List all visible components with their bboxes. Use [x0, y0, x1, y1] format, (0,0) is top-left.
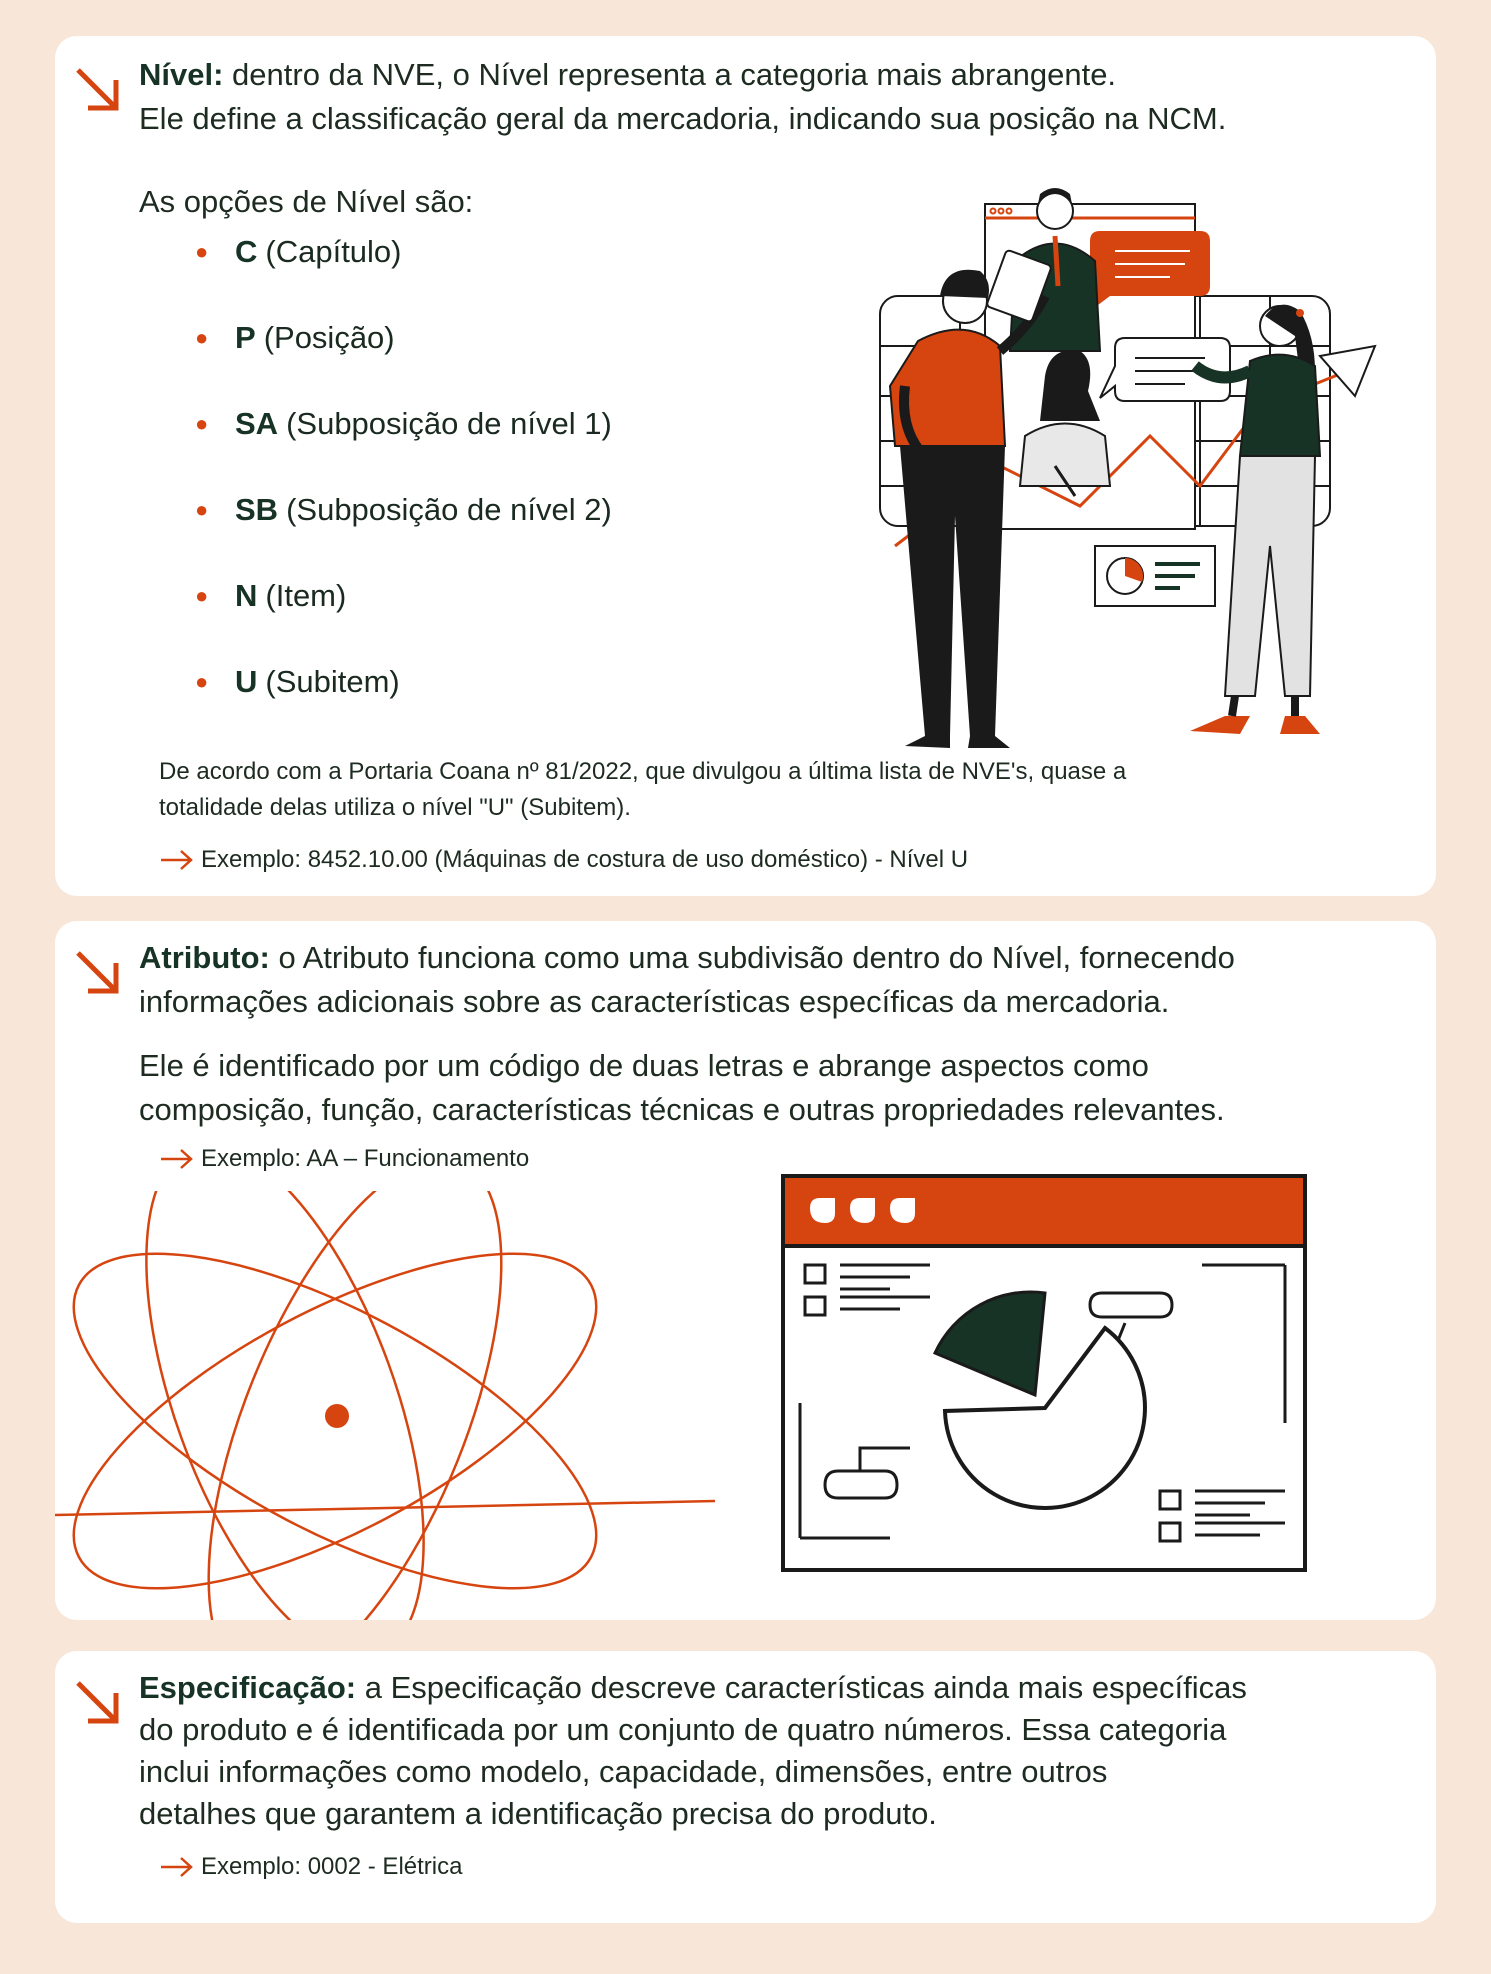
nivel-options-intro: As opções de Nível são:	[139, 184, 474, 219]
nivel-lead-line2: Ele define a classificação geral da mercadoria, indicando sua posição na NCM.	[139, 101, 1227, 136]
dashboard-window-illustration	[780, 1173, 1310, 1603]
bullet-icon: ●	[195, 325, 209, 350]
bullet-icon: ●	[195, 497, 209, 522]
bullet-icon: ●	[195, 669, 209, 694]
arrow-right-icon	[159, 1147, 195, 1171]
atributo-example	[159, 1143, 529, 1175]
nivel-lead	[139, 54, 1116, 96]
atributo-lead-line1: o Atributo funciona como uma subdivisão dentro do Nível, fornecendo	[269, 940, 1235, 975]
list-item	[195, 231, 612, 317]
especificacao-lead-line4: detalhes que garantem a identificação precisa do produto.	[139, 1796, 937, 1831]
team-meeting-illustration	[800, 186, 1420, 766]
atributo-para-line2: composição, função, características técnicas e outras propriedades relevantes.	[139, 1092, 1225, 1127]
nivel-card	[55, 36, 1436, 896]
option-desc: (Subitem)	[265, 664, 400, 699]
option-code: P	[235, 320, 256, 355]
option-code: U	[235, 664, 258, 699]
list-item	[195, 317, 612, 403]
option-code: SB	[235, 492, 279, 527]
option-desc: (Posição)	[263, 320, 395, 355]
atributo-card	[55, 921, 1436, 1620]
atributo-example-text: Exemplo: AA – Funcionamento	[201, 1145, 530, 1172]
nivel-example	[159, 844, 968, 876]
arrow-down-right-icon	[72, 1677, 124, 1729]
list-item	[195, 661, 612, 747]
atributo-lead	[139, 937, 1235, 979]
especificacao-card	[55, 1651, 1436, 1923]
bullet-icon: ●	[195, 411, 209, 436]
option-code: C	[235, 234, 258, 269]
atributo-para-line1: Ele é identificado por um código de duas letras e abrange aspectos como	[139, 1048, 1149, 1083]
option-code: N	[235, 578, 258, 613]
especificacao-lead	[139, 1667, 1247, 1709]
arrow-down-right-icon	[72, 947, 124, 999]
nivel-note-line1: De acordo com a Portaria Coana nº 81/2022, que divulgou a última lista de NVE's, quase a	[159, 758, 1127, 785]
nivel-note-line2: totalidade delas utiliza o nível "U" (Subitem).	[159, 794, 631, 821]
option-desc: (Subposição de nível 1)	[286, 406, 612, 441]
list-item	[195, 575, 612, 661]
list-item	[195, 489, 612, 575]
especificacao-lead-line2: do produto e é identificada por um conjunto de quatro números. Essa categoria	[139, 1712, 1227, 1747]
bullet-icon: ●	[195, 239, 209, 264]
especificacao-lead-line3: inclui informações como modelo, capacidade, dimensões, entre outros	[139, 1754, 1108, 1789]
especificacao-example	[159, 1851, 462, 1883]
bullet-icon: ●	[195, 583, 209, 608]
especificacao-lead-line1: a Especificação descreve características ainda mais específicas	[356, 1670, 1247, 1705]
option-desc: (Item)	[265, 578, 347, 613]
option-code: SA	[235, 406, 279, 441]
especificacao-example-text: Exemplo: 0002 - Elétrica	[201, 1853, 463, 1880]
arrow-right-icon	[159, 848, 195, 872]
option-desc: (Subposição de nível 2)	[286, 492, 612, 527]
especificacao-title: Especificação:	[139, 1670, 357, 1705]
atributo-lead-line2: informações adicionais sobre as características específicas da mercadoria.	[139, 984, 1170, 1019]
atributo-title: Atributo:	[139, 940, 270, 975]
orbit-decoration-icon	[55, 1191, 755, 1620]
list-item	[195, 403, 612, 489]
nivel-example-text: Exemplo: 8452.10.00 (Máquinas de costura de uso doméstico) - Nível U	[201, 846, 969, 873]
nivel-options-list	[195, 231, 612, 747]
option-desc: (Capítulo)	[265, 234, 402, 269]
arrow-right-icon	[159, 1855, 195, 1879]
arrow-down-right-icon	[72, 64, 124, 116]
nivel-lead-line1: dentro da NVE, o Nível representa a categoria mais abrangente.	[223, 57, 1117, 92]
nivel-title: Nível:	[139, 57, 224, 92]
